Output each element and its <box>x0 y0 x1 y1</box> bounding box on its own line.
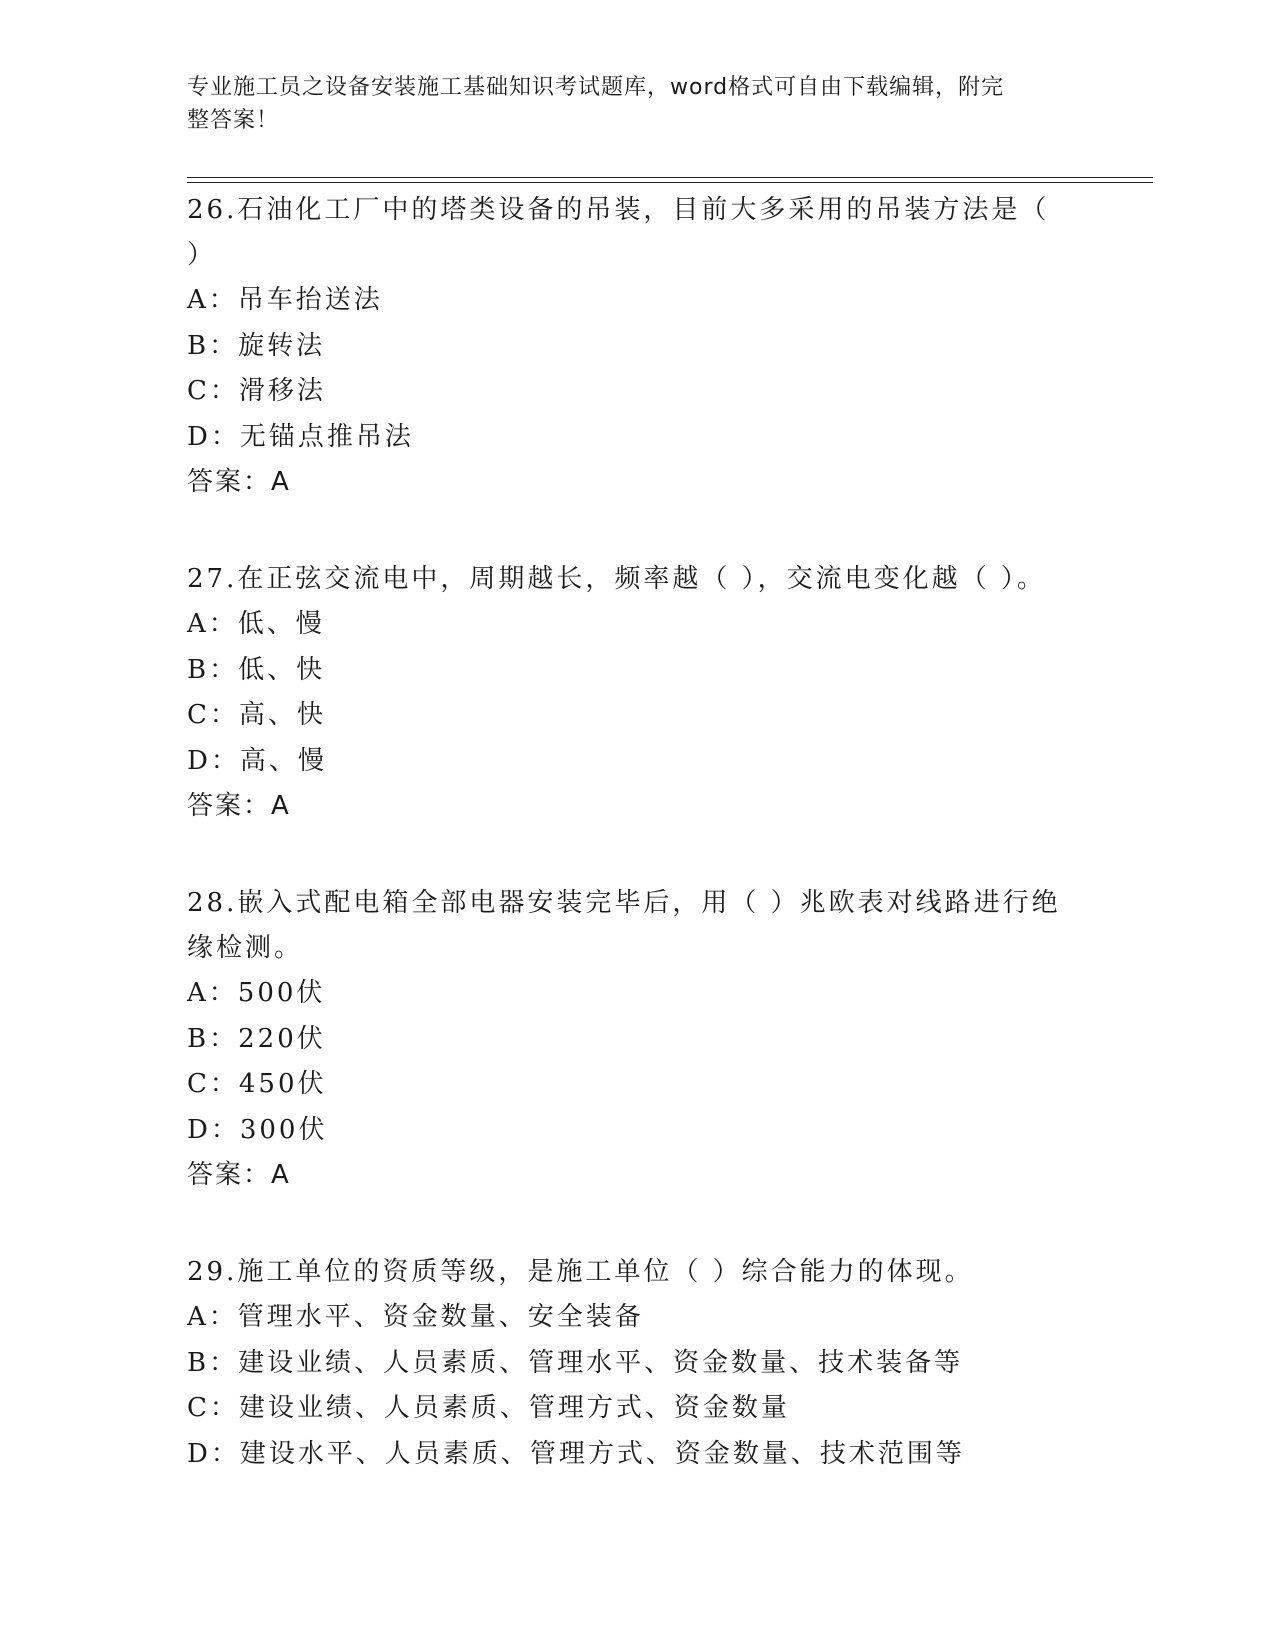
option-a: A：吊车抬送法 <box>187 285 383 315</box>
answer-prefix: 答案： <box>187 791 272 821</box>
answer-value: A <box>271 467 291 497</box>
option-a: A：500伏 <box>187 978 326 1008</box>
option-c: C：450伏 <box>187 1069 327 1099</box>
option-d: D：无锚点推吊法 <box>187 421 414 452</box>
question-stem-line: 缘检测。 <box>187 933 304 963</box>
option-c: C：滑移法 <box>187 376 326 406</box>
question-list <box>187 188 1067 1529</box>
answer-prefix: 答案： <box>187 467 272 497</box>
option-d: D：高、慢 <box>187 745 327 776</box>
option-a: A：管理水平、资金数量、安全装备 <box>187 1302 644 1332</box>
option-a: A：低、慢 <box>187 609 325 639</box>
question-29 <box>187 1250 1067 1477</box>
option-c: C：高、快 <box>187 700 326 730</box>
header-line-1: 专业施工员之设备安装施工基础知识考试题库，word格式可自由下载编辑，附完 <box>187 75 1005 100</box>
option-b: B：低、快 <box>187 654 326 685</box>
header-divider-bottom <box>187 182 1153 183</box>
question-stem-line: 29.施工单位的资质等级，是施工单位（ ）综合能力的体现。 <box>187 1257 974 1287</box>
option-d: D：300伏 <box>187 1114 328 1145</box>
question-stem-line: 26.石油化工厂中的塔类设备的吊装，目前大多采用的吊装方法是（ <box>187 195 1050 225</box>
question-28 <box>187 881 1067 1198</box>
header-line-2: 整答案！ <box>187 108 280 133</box>
option-b: B：旋转法 <box>187 330 326 361</box>
option-b: B：建设业绩、人员素质、管理水平、资金数量、技术装备等 <box>187 1347 964 1378</box>
answer-line <box>187 784 1067 829</box>
answer-value: A <box>271 1160 291 1190</box>
option-d: D：建设水平、人员素质、管理方式、资金数量、技术范围等 <box>187 1438 965 1469</box>
question-27 <box>187 557 1067 829</box>
answer-line <box>187 460 1067 505</box>
option-b: B：220伏 <box>187 1023 326 1054</box>
question-stem-line: 28.嵌入式配电箱全部电器安装完毕后，用（ ）兆欧表对线路进行绝 <box>187 888 1061 918</box>
answer-line <box>187 1153 1067 1198</box>
answer-prefix: 答案： <box>187 1160 272 1190</box>
question-stem-line: 27.在正弦交流电中，周期越长，频率越（ ），交流电变化越（ ）。 <box>187 564 1046 594</box>
header-divider-top <box>187 177 1153 178</box>
question-stem-line: ） <box>187 240 217 270</box>
option-c: C：建设业绩、人员素质、管理方式、资金数量 <box>187 1393 790 1423</box>
answer-value: A <box>271 791 291 821</box>
page-header <box>187 71 1067 137</box>
question-26 <box>187 188 1067 505</box>
